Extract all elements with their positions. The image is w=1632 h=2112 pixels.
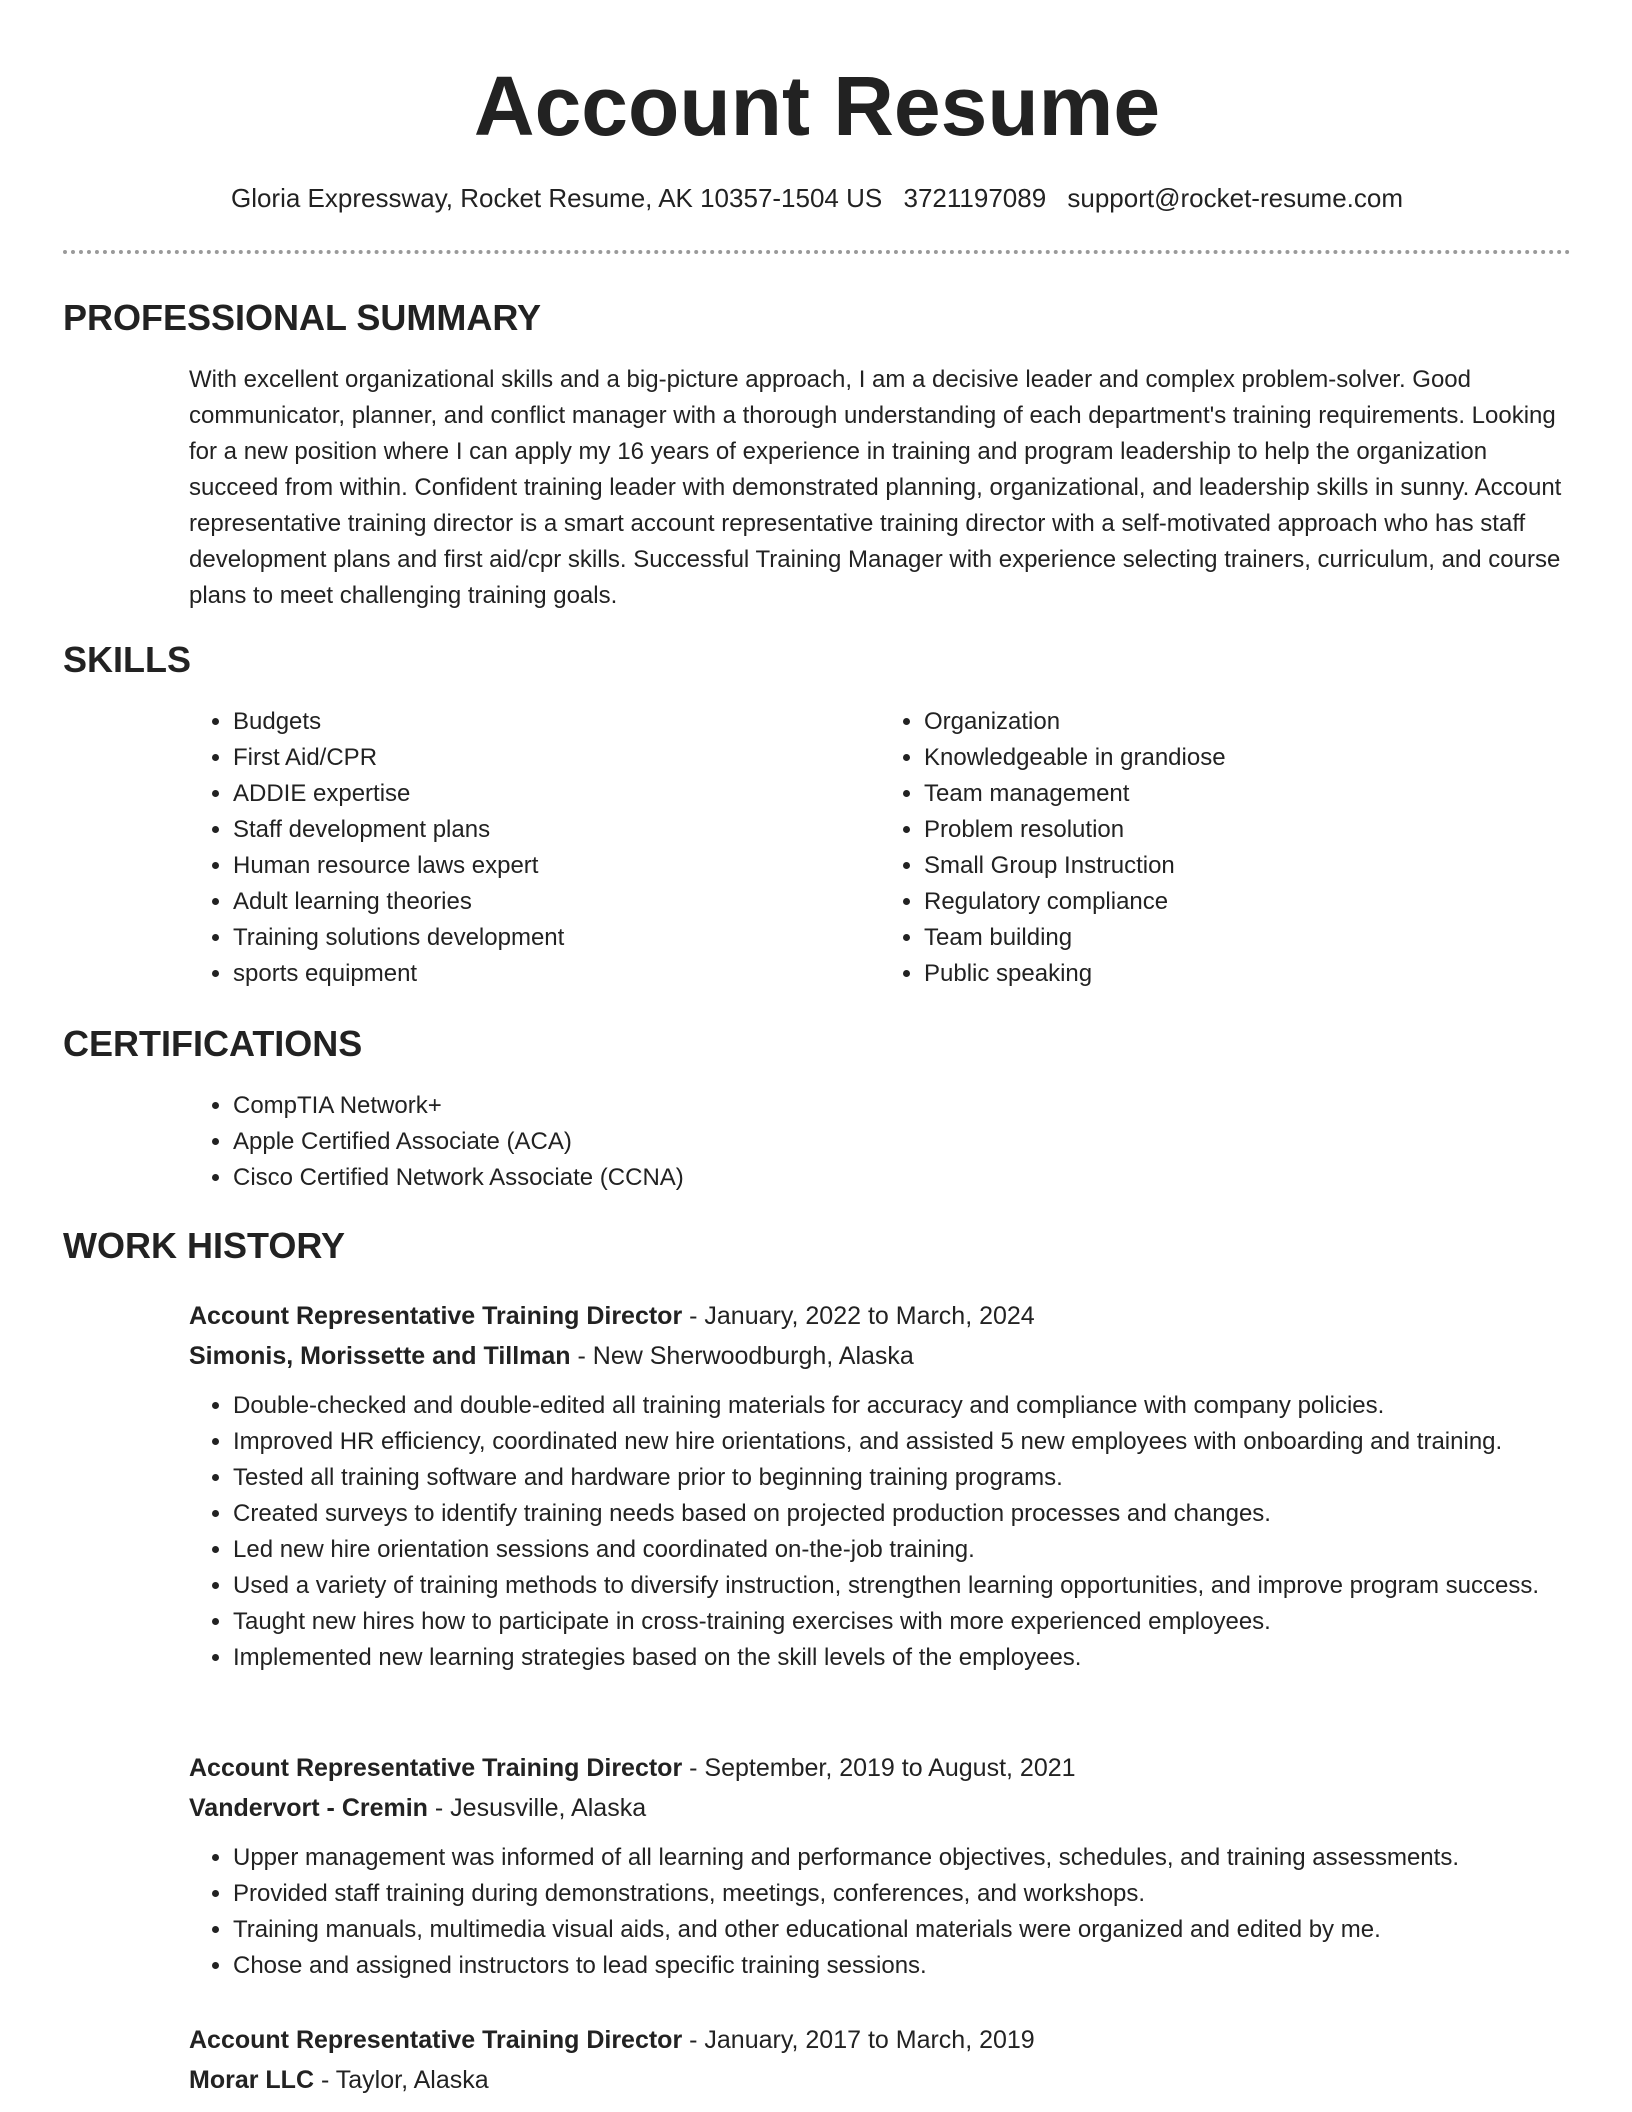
skills-columns [189,704,1571,992]
job-duties-list [189,1840,1571,1984]
job-dates: September, 2019 to August, 2021 [704,1754,1076,1782]
skill-item: • Budgets [233,704,880,740]
job-separator: - [570,1342,593,1370]
job-entry [189,2020,1571,2100]
skill-item: • Public speaking [924,956,1571,992]
job-company: Morar LLC [189,2066,314,2094]
job-company: Vandervort - Cremin [189,1794,428,1822]
job-duty: • Implemented new learning strategies based on the skill levels of the employees. [233,1640,1571,1676]
skill-item: • Regulatory compliance [924,884,1571,920]
certification-item: • Apple Certified Associate (ACA) [233,1124,1571,1160]
contact-address: Gloria Expressway, Rocket Resume, AK 10357-1504 US [230,183,883,213]
job-separator: - [682,1302,705,1330]
skill-item: • Organization [924,704,1571,740]
job-duty: • Training manuals, multimedia visual aids, and other educational materials were organized and edited by me. [233,1912,1571,1948]
job-duty: • Tested all training software and hardware prior to beginning training programs. [233,1460,1571,1496]
header-divider [63,250,1571,254]
skill-item: • Training solutions development [233,920,880,956]
skill-item: • First Aid/CPR [233,740,880,776]
skill-item: • Human resource laws expert [233,848,880,884]
skill-item: • Knowledgeable in grandiose [924,740,1571,776]
job-location: New Sherwoodburgh, Alaska [592,1342,914,1370]
contact-email: support@rocket-resume.com [1067,183,1404,213]
job-company-line [189,2060,1571,2100]
job-title: Account Representative Training Director [189,1302,683,1330]
certification-item: • Cisco Certified Network Associate (CCNA) [233,1160,1571,1196]
job-location: Taylor, Alaska [335,2066,489,2094]
job-dates: January, 2017 to March, 2019 [704,2026,1035,2054]
skill-item: • Team management [924,776,1571,812]
work-history-heading: WORK HISTORY [63,1225,346,1266]
skill-item: • Small Group Instruction [924,848,1571,884]
job-entry [189,1748,1571,1984]
job-title-line [189,1296,1571,1336]
job-separator: - [682,2026,705,2054]
skills-list-right [880,704,1571,992]
contact-line [63,180,1571,216]
skill-item: • sports equipment [233,956,880,992]
job-title-line [189,1748,1571,1788]
contact-phone: 3721197089 [903,183,1047,213]
skills-list-left [189,704,880,992]
certifications-list [189,1088,1571,1196]
job-company-line [189,1336,1571,1376]
job-duty: • Led new hire orientation sessions and coordinated on-the-job training. [233,1532,1571,1568]
job-duties-list [189,1388,1571,1676]
skills-section [189,704,1571,992]
job-company-line [189,1788,1571,1828]
skill-item: • Problem resolution [924,812,1571,848]
job-separator: - [427,1794,451,1822]
skill-item: • Team building [924,920,1571,956]
job-duty: • Double-checked and double-edited all training materials for accuracy and compliance with company policies. [233,1388,1571,1424]
job-title-line [189,2020,1571,2060]
skill-item: • ADDIE expertise [233,776,880,812]
job-duty: • Improved HR efficiency, coordinated new hire orientations, and assisted 5 new employees with onboarding and training. [233,1424,1571,1460]
job-duty: • Used a variety of training methods to diversify instruction, strengthen learning opportunities, and improve program success. [233,1568,1571,1604]
job-duty: • Provided staff training during demonstrations, meetings, conferences, and workshops. [233,1876,1571,1912]
job-duty: • Taught new hires how to participate in cross-training exercises with more experienced employees. [233,1604,1571,1640]
certifications-section [189,1088,1571,1196]
job-separator: - [682,1754,705,1782]
job-title: Account Representative Training Director [189,2026,683,2054]
job-company: Simonis, Morissette and Tillman [189,1342,571,1370]
job-duty: • Upper management was informed of all learning and performance objectives, schedules, and training assessments. [233,1840,1571,1876]
job-duty: • Chose and assigned instructors to lead specific training sessions. [233,1948,1571,1984]
summary-heading: PROFESSIONAL SUMMARY [63,297,542,338]
job-separator: - [314,2066,336,2094]
job-duty: • Created surveys to identify training needs based on projected production processes and changes. [233,1496,1571,1532]
summary-section [189,362,1571,614]
skills-heading: SKILLS [63,639,192,680]
certification-item: • CompTIA Network+ [233,1088,1571,1124]
job-entry [189,1296,1571,1676]
skill-item: • Staff development plans [233,812,880,848]
certifications-heading: CERTIFICATIONS [63,1023,363,1064]
skill-item: • Adult learning theories [233,884,880,920]
job-title: Account Representative Training Director [189,1754,683,1782]
job-location: Jesusville, Alaska [450,1794,647,1822]
job-dates: January, 2022 to March, 2024 [704,1302,1035,1330]
resume-name: Account Resume [473,59,1161,153]
summary-text: With excellent organizational skills and a big-picture approach, I am a decisive leader and complex problem-solver. Good communicator, planner, and conflict manager with a thorough understanding of each department's training requirements. Looking for a new position where I can apply my 16 years of experience in training and program leadership to help the organization succeed from within. Confident training leader with demonstrated planning, organizational, and leadership skills in sunny. Account representative training director is a smart account representative training director with a self-motivated approach who has staff development plans and first aid/cpr skills. Successful Training Manager with experience selecting trainers, curriculum, and course plans to meet challenging training goals. [189,366,1562,609]
